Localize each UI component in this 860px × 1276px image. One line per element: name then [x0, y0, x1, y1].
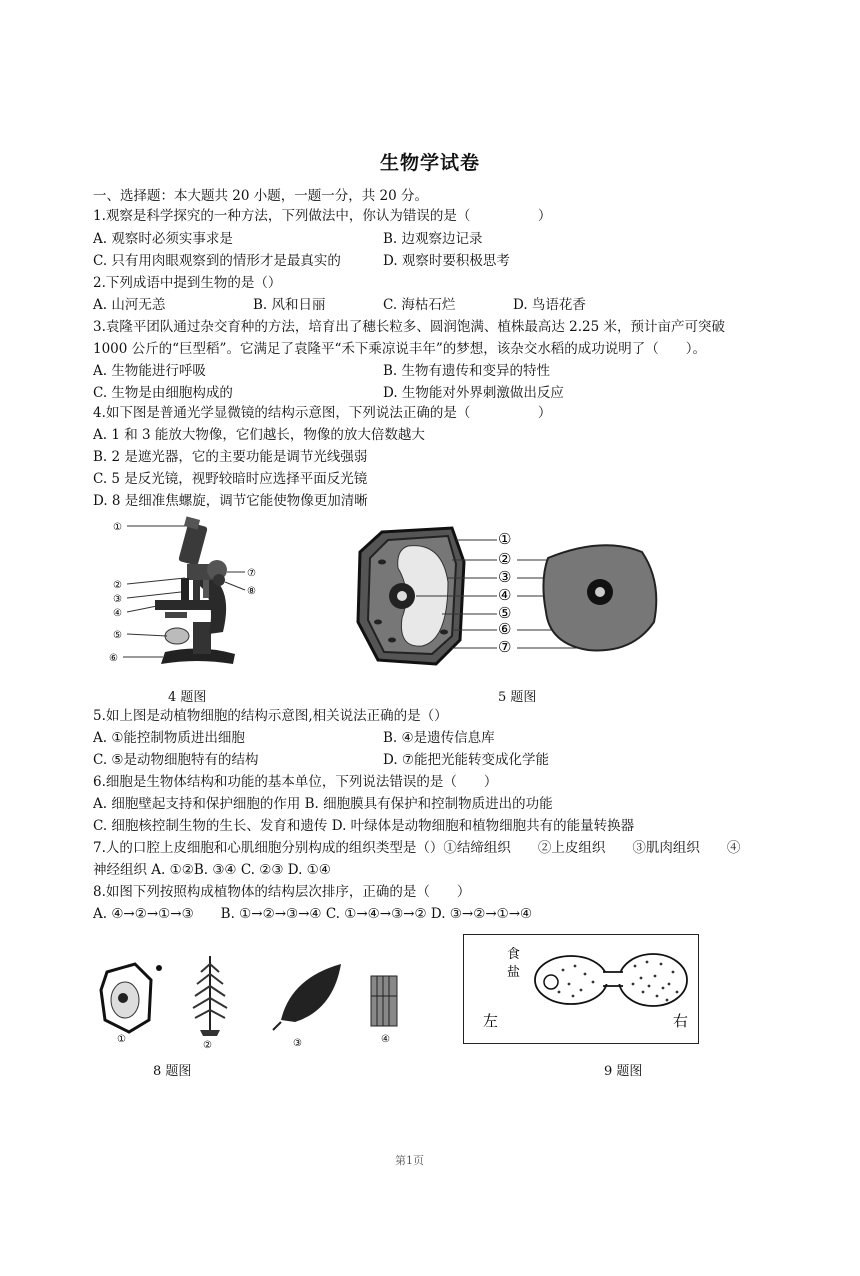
q2-option-b: B. 风和日丽: [253, 297, 326, 313]
microscope-label-3: ③: [113, 594, 122, 605]
q3-option-c: C. 生物是由细胞构成的: [93, 385, 233, 401]
q1-option-a: A. 观察时必须实事求是: [93, 231, 233, 247]
salt-experiment-figure: [463, 934, 699, 1044]
cell-label-1: ①: [498, 530, 512, 548]
q2-option-d: D. 鸟语花香: [513, 297, 586, 313]
fig9-caption: 9 题图: [604, 1064, 643, 1079]
q4-option-c: C. 5 是反光镜，视野较暗时应选择平面反光镜: [93, 471, 368, 487]
microscope-figure: [105, 512, 275, 677]
q4-option-d: D. 8 是细准焦螺旋，调节它能使物像更加清晰: [93, 493, 368, 509]
cell-label-7: ⑦: [498, 638, 512, 656]
q2-stem: 2.下列成语中提到生物的是（）: [93, 275, 282, 291]
q6-options-cd: C. 细胞核控制生物的生长、发育和遗传 D. 叶绿体是动物细胞和植物细胞共有的能量转换器: [93, 818, 635, 834]
fig9-salt-bottom: 盐: [507, 965, 521, 980]
plant-structure-levels-figure: [95, 950, 425, 1050]
q3-stem-line1: 3.袁隆平团队通过杂交育种的方法，培育出了穗长粒多、圆润饱满、植株最高达 2.25 米，预计亩产可突破: [93, 319, 726, 335]
page-footer: 第1页: [395, 1154, 424, 1167]
fig8-label-2: ②: [203, 1040, 212, 1050]
fig8-caption: 8 题图: [153, 1064, 192, 1079]
fig5-caption: 5 题图: [498, 690, 537, 705]
q2-option-c: C. 海枯石烂: [383, 297, 456, 313]
microscope-label-8: ⑧: [247, 586, 256, 597]
fig8-label-1: ①: [117, 1034, 126, 1045]
cell-label-2: ②: [498, 550, 512, 568]
q4-option-b: B. 2 是遮光器，它的主要功能是调节光线强弱: [93, 449, 368, 465]
q5-stem: 5.如上图是动植物细胞的结构示意图,相关说法正确的是（）: [93, 708, 448, 724]
microscope-label-7: ⑦: [247, 568, 256, 579]
q1-stem: 1.观察是科学探究的一种方法，下列做法中，你认为错误的是（ ）: [93, 208, 552, 224]
q7-line1: 7.人的口腔上皮细胞和心肌细胞分别构成的组织类型是（）①结缔组织 ②上皮组织 ③肌肉组织 ④: [93, 840, 741, 856]
q4-stem: 4.如下图是普通光学显微镜的结构示意图，下列说法正确的是（ ）: [93, 405, 552, 421]
cell-label-5: ⑤: [498, 604, 512, 622]
fig4-caption: 4 题图: [168, 690, 207, 705]
q5-option-a: A. ①能控制物质进出细胞: [93, 730, 245, 746]
section-heading: 一、选择题：本大题共 20 小题，一题一分，共 20 分。: [93, 188, 429, 204]
q1-option-c: C. 只有用肉眼观察到的情形才是最真实的: [93, 253, 341, 269]
microscope-label-1: ①: [113, 522, 122, 533]
microscope-label-2: ②: [113, 580, 122, 591]
microscope-label-5: ⑤: [113, 630, 122, 641]
q8-options: A. ④→②→①→③ B. ①→②→③→④ C. ①→④→③→② D. ③→②→①→④: [93, 906, 533, 922]
microscope-label-4: ④: [113, 608, 122, 619]
q3-stem-line2: 1000 公斤的“巨型稻”。它满足了袁隆平“禾下乘凉说丰年”的梦想，该杂交水稻的成功说明了（ ）。: [93, 341, 707, 357]
q6-stem: 6.细胞是生物体结构和功能的基本单位，下列说法错误的是（ ）: [93, 774, 498, 790]
q3-option-a: A. 生物能进行呼吸: [93, 363, 206, 379]
fig9-right-label: 右: [673, 1012, 689, 1030]
q4-option-a: A. 1 和 3 能放大物像，它们越长，物像的放大倍数越大: [93, 427, 425, 443]
cell-label-6: ⑥: [498, 620, 512, 638]
q7-line2: 神经组织 A. ①②B. ③④ C. ②③ D. ①④: [93, 862, 331, 878]
q3-option-d: D. 生物能对外界刺激做出反应: [383, 385, 564, 401]
fig9-left-label: 左: [483, 1012, 499, 1030]
cell-label-3: ③: [498, 568, 512, 586]
q1-option-b: B. 边观察边记录: [383, 231, 483, 247]
q2-option-a: A. 山河无恙: [93, 297, 166, 313]
fig8-label-3: ③: [293, 1038, 302, 1049]
q5-option-b: B. ④是遗传信息库: [383, 730, 495, 746]
q5-option-d: D. ⑦能把光能转变成化学能: [383, 752, 550, 768]
q3-option-b: B. 生物有遗传和变异的特性: [383, 363, 551, 379]
q5-option-c: C. ⑤是动物细胞特有的结构: [93, 752, 259, 768]
cell-structure-figure: [352, 522, 672, 672]
q1-option-d: D. 观察时要积极思考: [383, 253, 510, 269]
q6-options-ab: A. 细胞壁起支持和保护细胞的作用 B. 细胞膜具有保护和控制物质进出的功能: [93, 796, 553, 812]
cell-label-4: ④: [498, 586, 512, 604]
fig9-salt-top: 食: [507, 947, 521, 962]
microscope-label-6: ⑥: [109, 653, 118, 664]
fig8-label-4: ④: [381, 1034, 390, 1045]
page-title: 生物学试卷: [379, 152, 480, 174]
q8-stem: 8.如图下列按照构成植物体的结构层次排序，正确的是（ ）: [93, 884, 471, 900]
